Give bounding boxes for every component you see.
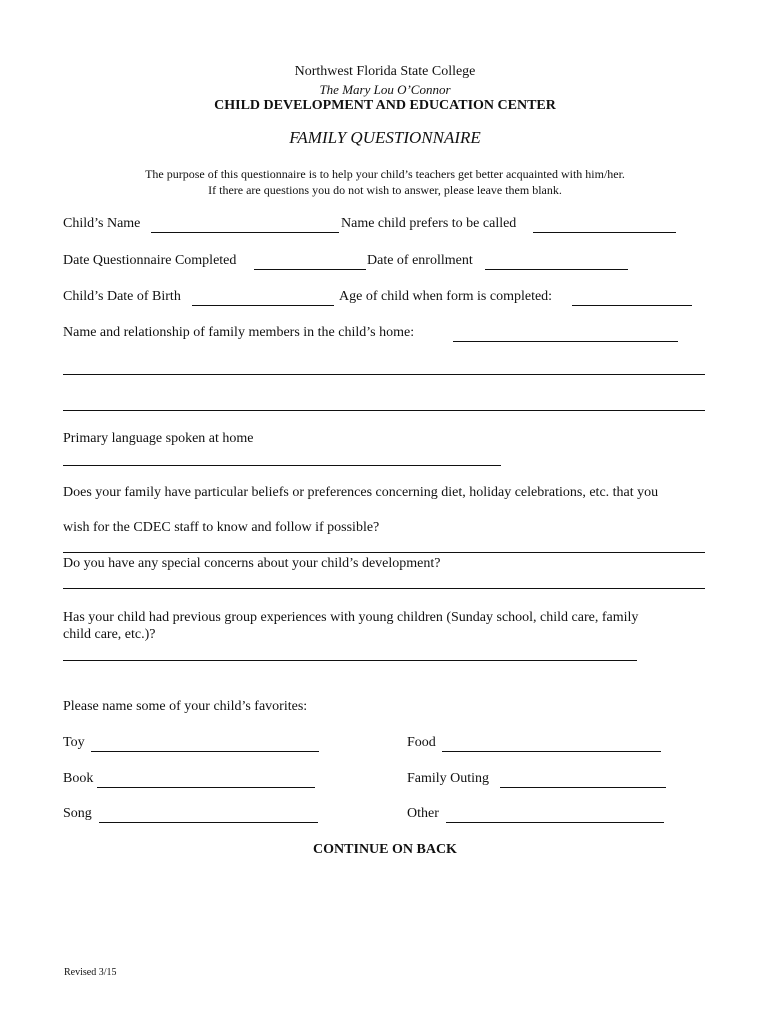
prefers-name-label: Name child prefers to be called — [341, 216, 517, 231]
date-completed-label: Date Questionnaire Completed — [63, 253, 237, 268]
favorites-prompt: Please name some of your child’s favorites: — [63, 699, 308, 714]
continue-on-back: CONTINUE ON BACK — [313, 842, 457, 857]
song-label: Song — [63, 806, 92, 821]
primary-language-field[interactable] — [63, 465, 501, 466]
beliefs-question-1: Does your family have particular beliefs or preferences concerning diet, holiday celebrations, etc. that you — [63, 485, 659, 500]
date-enrollment-field[interactable] — [485, 269, 628, 270]
college-name: Northwest Florida State College — [294, 64, 476, 79]
revision-note: Revised 3/15 — [64, 967, 117, 978]
food-label: Food — [407, 735, 436, 750]
center-name: CHILD DEVELOPMENT AND EDUCATION CENTER — [214, 98, 556, 113]
special-concerns-label: Do you have any special concerns about your child’s development? — [63, 556, 441, 571]
date-completed-field[interactable] — [254, 269, 366, 270]
dob-field[interactable] — [192, 305, 334, 306]
family-members-line-2[interactable] — [63, 374, 705, 375]
dob-label: Child’s Date of Birth — [63, 289, 181, 304]
toy-field[interactable] — [91, 751, 319, 752]
date-enrollment-label: Date of enrollment — [367, 253, 473, 268]
other-field[interactable] — [446, 822, 664, 823]
song-field[interactable] — [99, 822, 318, 823]
beliefs-answer-field[interactable] — [63, 552, 705, 553]
family-members-line-3[interactable] — [63, 410, 705, 411]
purpose-line-1: The purpose of this questionnaire is to help your child’s teachers get better acquainted with him/her. — [145, 167, 625, 181]
toy-label: Toy — [63, 735, 85, 750]
primary-language-label: Primary language spoken at home — [63, 431, 254, 446]
group-exp-question-1: Has your child had previous group experiences with young children (Sunday school, child care, family — [63, 610, 639, 625]
beliefs-question-2: wish for the CDEC staff to know and follow if possible? — [63, 520, 380, 535]
family-outing-label: Family Outing — [407, 771, 490, 786]
family-outing-field[interactable] — [500, 787, 666, 788]
age-field[interactable] — [572, 305, 692, 306]
group-exp-field[interactable] — [63, 660, 637, 661]
family-members-field[interactable] — [453, 341, 678, 342]
group-exp-question-2: child care, etc.)? — [63, 627, 156, 642]
childs-name-label: Child’s Name — [63, 216, 141, 231]
special-concerns-field[interactable] — [63, 588, 705, 589]
other-label: Other — [407, 806, 439, 821]
purpose-line-2: If there are questions you do not wish to answer, please leave them blank. — [208, 183, 562, 197]
book-label: Book — [63, 771, 94, 786]
family-members-label: Name and relationship of family members in the child’s home: — [63, 325, 415, 340]
prefers-name-field[interactable] — [533, 232, 676, 233]
childs-name-field[interactable] — [151, 232, 339, 233]
book-field[interactable] — [97, 787, 315, 788]
dedication: The Mary Lou O’Connor — [319, 82, 451, 97]
form-title: FAMILY QUESTIONNAIRE — [289, 128, 481, 147]
food-field[interactable] — [442, 751, 661, 752]
age-label: Age of child when form is completed: — [339, 289, 553, 304]
